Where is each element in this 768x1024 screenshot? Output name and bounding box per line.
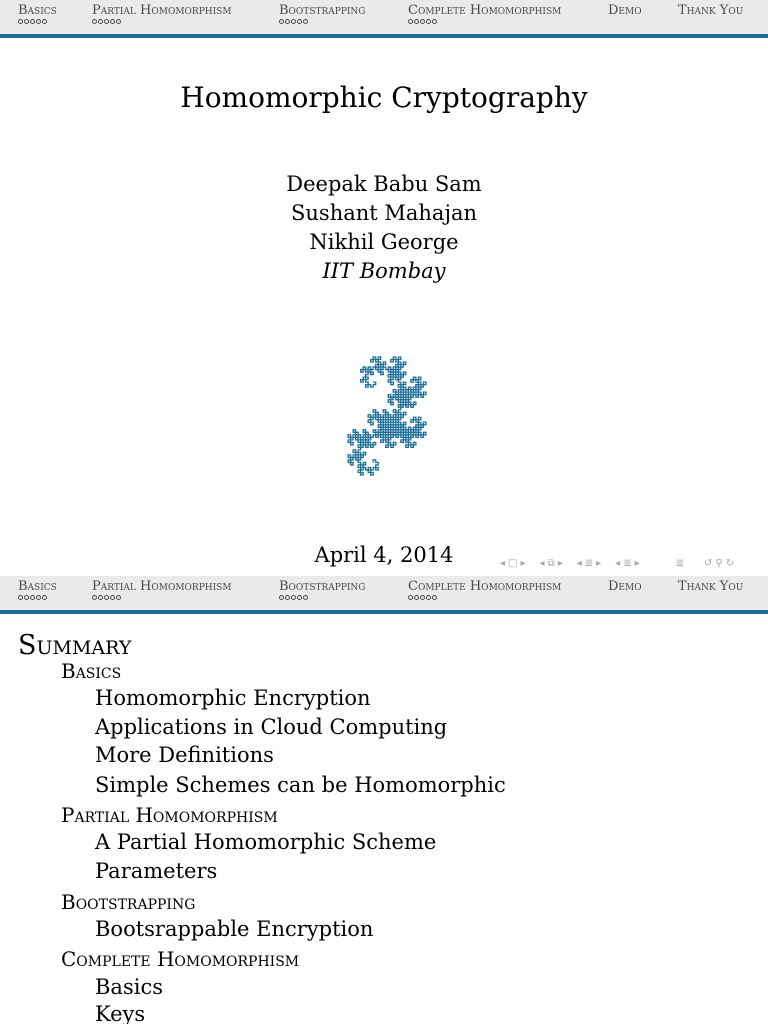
summary-slide <box>0 576 768 1024</box>
subsection-dot-icon[interactable] <box>408 595 413 600</box>
subsection-dot-icon[interactable] <box>432 595 437 600</box>
subsection-dot-icon[interactable] <box>98 595 103 600</box>
subsection-dot-icon[interactable] <box>426 595 431 600</box>
subsection-dot-icon[interactable] <box>116 595 121 600</box>
subsection-dot-icon[interactable] <box>414 19 419 24</box>
subsection-dot-icon[interactable] <box>291 595 296 600</box>
subsection-dot-icon[interactable] <box>24 19 29 24</box>
toc-subsection[interactable]: Parameters <box>95 859 218 883</box>
section-navigation-bar <box>0 576 768 614</box>
nav-left-arrow-icon[interactable]: ◂ <box>576 557 582 569</box>
nav-left-arrow-icon[interactable]: ◂ <box>539 557 545 569</box>
appendix-icon[interactable]: ≣ <box>675 557 685 569</box>
subsection-dot-icon[interactable] <box>110 595 115 600</box>
toc-section-partial-homomorphism[interactable]: Partial Homomorphism <box>61 803 278 827</box>
subsection-dot-icon[interactable] <box>92 595 97 600</box>
nav-section-basics[interactable] <box>18 3 57 24</box>
nav-section-label: Demo <box>608 579 642 594</box>
section-navigation-bar <box>0 0 768 38</box>
toc-subsection[interactable]: Simple Schemes can be Homomorphic <box>95 773 506 797</box>
subsection-dot-icon[interactable] <box>414 595 419 600</box>
nav-section-bootstrapping[interactable] <box>279 3 366 24</box>
toc-section-basics[interactable]: Basics <box>61 659 122 683</box>
subsection-dot-icon[interactable] <box>279 19 284 24</box>
nav-section-label: Complete Homomorphism <box>408 3 562 18</box>
nav-section-label: Complete Homomorphism <box>408 579 562 594</box>
nav-section-label: Basics <box>18 3 57 18</box>
subsection-dot-icon[interactable] <box>24 595 29 600</box>
nav-right-arrow-icon[interactable]: ▸ <box>596 557 602 569</box>
nav-section-label: Bootstrapping <box>279 579 366 594</box>
nav-section-demo[interactable] <box>608 579 642 594</box>
nav-right-arrow-icon[interactable]: ▸ <box>634 557 640 569</box>
nav-section-thank-you[interactable] <box>678 3 743 18</box>
subsection-dot-icon[interactable] <box>285 595 290 600</box>
subsection-dot-icon[interactable] <box>291 19 296 24</box>
subsection-dot-icon[interactable] <box>30 19 35 24</box>
document-icon[interactable]: ≣ <box>623 557 632 569</box>
frame-icon[interactable]: □ <box>508 557 518 569</box>
nav-section-label: Bootstrapping <box>279 3 366 18</box>
author-name: Nikhil George <box>309 230 459 254</box>
nav-section-label: Basics <box>18 579 57 594</box>
undo-icon[interactable]: ↺ <box>704 557 713 569</box>
subsection-dot-icon[interactable] <box>30 595 35 600</box>
author-name: Sushant Mahajan <box>291 201 477 225</box>
nav-left-arrow-icon[interactable]: ◂ <box>615 557 621 569</box>
author-name: Deepak Babu Sam <box>286 172 482 196</box>
subsection-dot-icon[interactable] <box>297 595 302 600</box>
toc-subsection[interactable]: More Definitions <box>95 743 274 767</box>
nav-section-label: Partial Homomorphism <box>92 579 232 594</box>
presentation-date: April 4, 2014 <box>314 543 454 567</box>
nav-section-basics[interactable] <box>18 579 57 600</box>
subsection-dot-icon[interactable] <box>92 19 97 24</box>
subsection-dot-icon[interactable] <box>42 19 47 24</box>
toc-section-complete-homomorphism[interactable]: Complete Homomorphism <box>61 947 300 971</box>
nav-section-partial-homomorphism[interactable] <box>92 579 232 600</box>
nav-left-arrow-icon[interactable]: ◂ <box>500 557 506 569</box>
institute-name: IIT Bombay <box>322 259 446 283</box>
subsection-dot-icon[interactable] <box>42 595 47 600</box>
nav-section-bootstrapping[interactable] <box>279 579 366 600</box>
toc-section-bootstrapping[interactable]: Bootstrapping <box>61 890 196 914</box>
toc-subsection[interactable]: A Partial Homomorphic Scheme <box>95 830 437 854</box>
subsection-dot-icon[interactable] <box>285 19 290 24</box>
nav-section-label: Thank You <box>678 579 744 594</box>
nav-section-complete-homomorphism[interactable] <box>408 3 561 24</box>
nav-right-arrow-icon[interactable]: ▸ <box>557 557 563 569</box>
subsection-dot-icon[interactable] <box>279 595 284 600</box>
nav-section-demo[interactable] <box>608 3 642 18</box>
redo-icon[interactable]: ↻ <box>725 557 735 569</box>
subsection-dot-icon[interactable] <box>303 19 308 24</box>
search-icon[interactable]: ⚲ <box>715 557 723 569</box>
nav-section-thank-you[interactable] <box>678 579 743 594</box>
nav-right-arrow-icon[interactable]: ▸ <box>520 557 526 569</box>
subsection-dot-icon[interactable] <box>98 19 103 24</box>
subsection-dot-icon[interactable] <box>420 595 425 600</box>
subsection-dot-icon[interactable] <box>104 19 109 24</box>
presentation-title: Homomorphic Cryptography <box>180 81 588 114</box>
toc-subsection[interactable]: Applications in Cloud Computing <box>95 715 448 739</box>
subsection-dot-icon[interactable] <box>36 19 41 24</box>
subsection-dot-icon[interactable] <box>408 19 413 24</box>
subsection-dot-icon[interactable] <box>36 595 41 600</box>
toc-subsection[interactable]: Homomorphic Encryption <box>95 686 371 710</box>
section-icon[interactable]: ≣ <box>584 557 594 569</box>
nav-section-label: Demo <box>608 3 642 18</box>
dragon-curve-fractal-icon <box>296 354 478 478</box>
toc-subsection[interactable]: Bootsrappable Encryption <box>95 917 374 941</box>
subsection-icon[interactable]: ⧉ <box>547 557 555 569</box>
subsection-dot-icon[interactable] <box>303 595 308 600</box>
nav-section-label: Thank You <box>678 3 744 18</box>
nav-section-label: Partial Homomorphism <box>92 3 232 18</box>
toc-subsection[interactable]: Basics <box>95 975 163 999</box>
toc-subsection[interactable]: Keys <box>95 1002 146 1024</box>
subsection-dot-icon[interactable] <box>420 19 425 24</box>
subsection-dot-icon[interactable] <box>432 19 437 24</box>
subsection-dot-icon[interactable] <box>297 19 302 24</box>
subsection-dot-icon[interactable] <box>116 19 121 24</box>
nav-section-partial-homomorphism[interactable] <box>92 3 232 24</box>
subsection-dot-icon[interactable] <box>426 19 431 24</box>
subsection-dot-icon[interactable] <box>18 595 23 600</box>
subsection-dot-icon[interactable] <box>18 19 23 24</box>
subsection-dot-icon[interactable] <box>110 19 115 24</box>
summary-heading: Summary <box>18 630 132 661</box>
subsection-dot-icon[interactable] <box>104 595 109 600</box>
nav-section-complete-homomorphism[interactable] <box>408 579 561 600</box>
beamer-navigation-controls <box>500 554 762 572</box>
author-block <box>0 170 768 286</box>
